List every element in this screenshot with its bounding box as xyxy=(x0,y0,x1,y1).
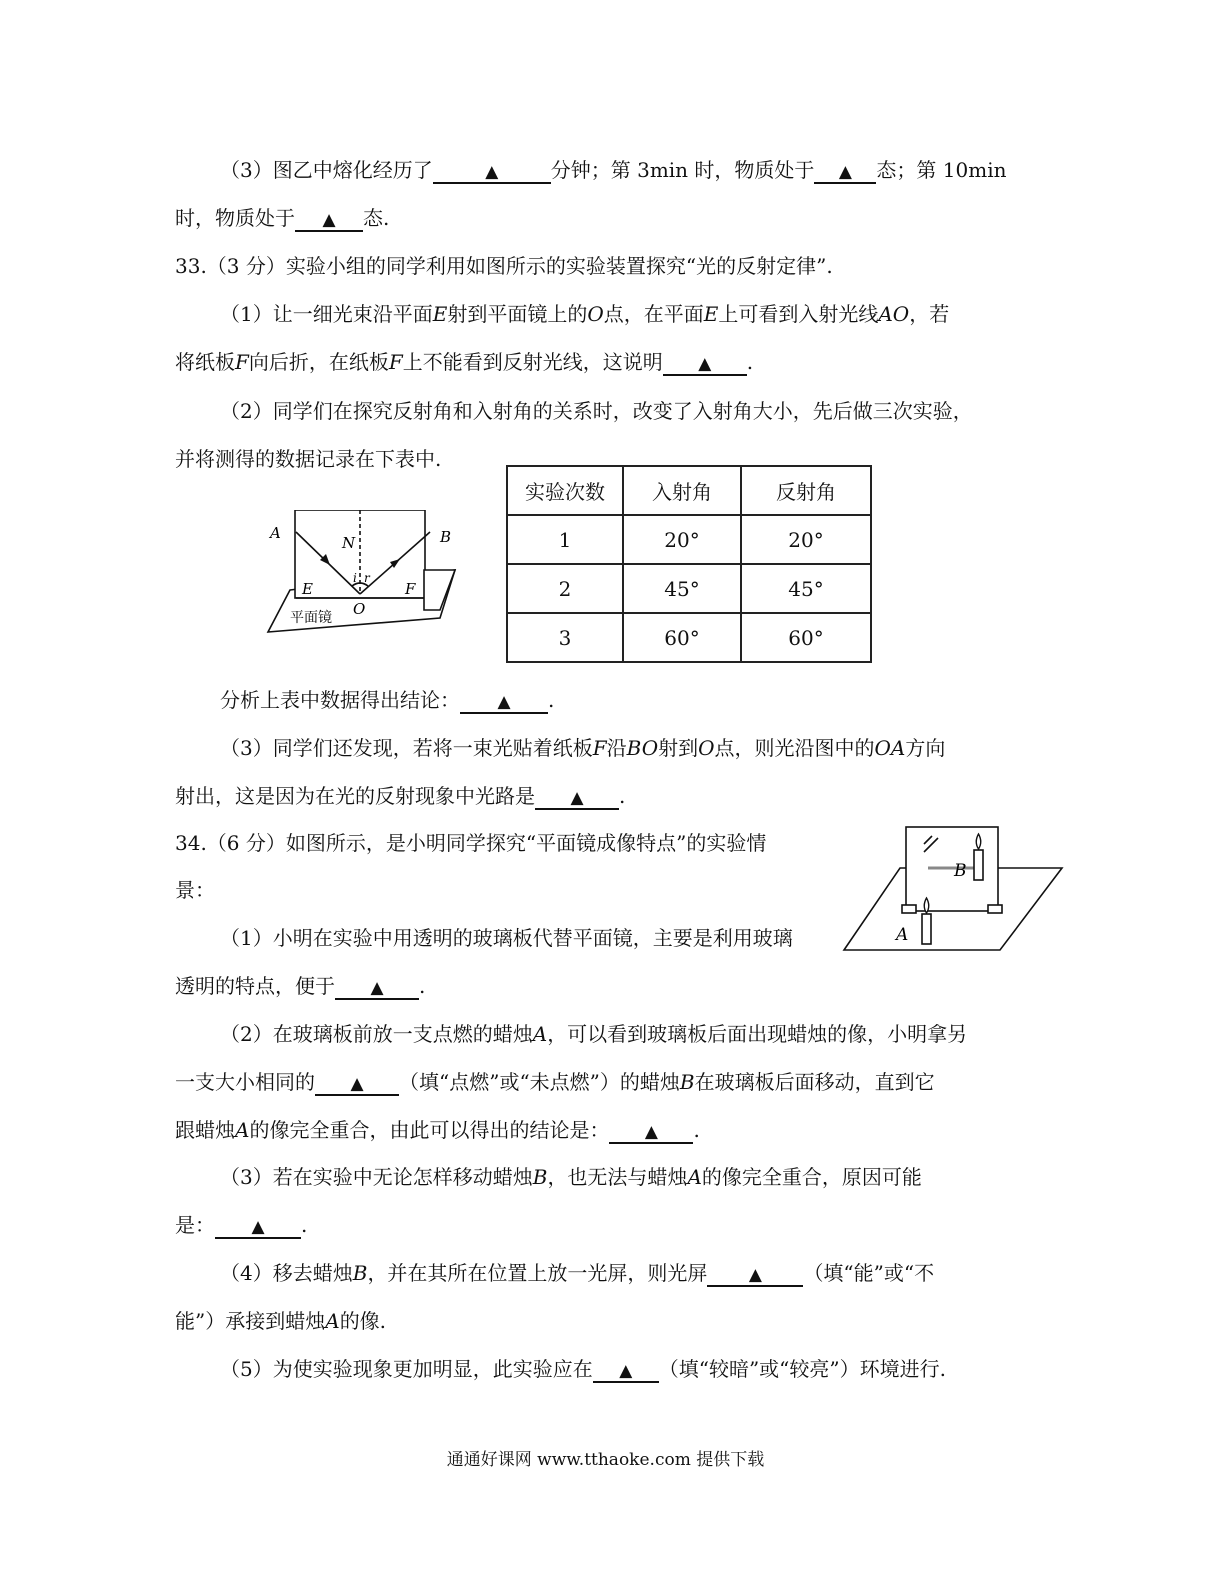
q34-part2-line1: （2）在玻璃板前放一支点燃的蜡烛A，可以看到玻璃板后面出现蜡烛的像，小明拿另 xyxy=(220,1022,968,1046)
q34-part4-line2: 能”）承接到蜡烛A的像. xyxy=(175,1309,387,1333)
q33-part3-line2: 射出，这是因为在光的反射现象中光路是 ▲ . xyxy=(175,784,626,808)
q34-part2-line2: 一支大小相同的 ▲ （填“点燃”或“未点燃”）的蜡烛B在玻璃板后面移动，直到它 xyxy=(175,1070,935,1094)
answer-blank[interactable]: ▲ xyxy=(663,350,747,376)
answer-blank[interactable]: ▲ xyxy=(535,784,619,810)
q34-header-line1: 34.（6 分）如图所示，是小明同学探究“平面镜成像特点”的实验情 xyxy=(175,831,767,855)
board-F-fold xyxy=(424,570,455,610)
q34-part1-line1: （1）小明在实验中用透明的玻璃板代替平面镜，主要是利用玻璃 xyxy=(220,926,793,950)
label-mirror: 平面镜 xyxy=(290,610,332,626)
q34-part3-line2: 是： ▲ . xyxy=(175,1213,308,1237)
q34-part4-line1: （4）移去蜡烛B，并在其所在位置上放一光屏，则光屏 ▲ （填“能”或“不 xyxy=(220,1261,935,1285)
reflection-data-table xyxy=(506,465,872,663)
q32-part3-line1: （3）图乙中熔化经历了 ▲ 分钟；第 3min 时，物质处于 ▲ 态；第 10min xyxy=(220,158,1007,182)
table-cell: 2 xyxy=(507,564,623,613)
label-B: B xyxy=(954,861,967,881)
flame-A-icon xyxy=(924,898,929,913)
table-cell: 60° xyxy=(623,613,741,662)
label-O: O xyxy=(353,600,366,618)
q33-part1-line2: 将纸板F向后折，在纸板F上不能看到反射光线，这说明 ▲ . xyxy=(175,350,754,374)
answer-blank[interactable]: ▲ xyxy=(335,974,419,1000)
label-E: E xyxy=(302,580,313,598)
q34-part1-line2: 透明的特点，便于 ▲ . xyxy=(175,974,426,998)
flame-B-icon xyxy=(976,834,981,849)
table-cell: 3 xyxy=(507,613,623,662)
table-row xyxy=(507,564,871,613)
table-cell: 20° xyxy=(623,515,741,564)
table-header-cell: 反射角 xyxy=(741,466,871,515)
q33-part2-line1: （2）同学们在探究反射角和入射角的关系时，改变了入射角大小，先后做三次实验， xyxy=(220,399,973,423)
table-cell: 20° xyxy=(741,515,871,564)
q33-part3-line1: （3）同学们还发现，若将一束光贴着纸板F沿BO射到O点，则光沿图中的OA方向 xyxy=(220,736,946,760)
plane-mirror-figure xyxy=(840,822,1065,954)
q33-header: 33.（3 分）实验小组的同学利用如图所示的实验装置探究“光的反射定律”. xyxy=(175,254,833,278)
q34-part5-line: （5）为使实验现象更加明显，此实验应在 ▲ （填“较暗”或“较亮”）环境进行. xyxy=(220,1357,946,1381)
label-i: i xyxy=(353,571,357,585)
answer-blank[interactable]: ▲ xyxy=(215,1213,301,1239)
q33-conclusion-line: 分析上表中数据得出结论： ▲ . xyxy=(220,688,555,712)
label-B: B xyxy=(440,528,452,546)
answer-blank[interactable]: ▲ xyxy=(460,688,548,714)
table-row xyxy=(507,515,871,564)
answer-blank[interactable]: ▲ xyxy=(609,1118,693,1144)
answer-blank[interactable]: ▲ xyxy=(295,206,363,232)
page-footer: 通通好课网 www.tthaoke.com 提供下载 xyxy=(446,1450,765,1470)
q34-part3-line1: （3）若在实验中无论怎样移动蜡烛B，也无法与蜡烛A的像完全重合，原因可能 xyxy=(220,1165,922,1189)
candle-B xyxy=(974,850,983,880)
answer-blank[interactable]: ▲ xyxy=(707,1261,803,1287)
label-N: N xyxy=(342,534,356,552)
candle-A xyxy=(922,914,931,944)
q34-part2-line3: 跟蜡烛A的像完全重合，由此可以得出的结论是： ▲ . xyxy=(175,1118,700,1142)
table-cell: 45° xyxy=(741,564,871,613)
q33-part2-line2: 并将测得的数据记录在下表中. xyxy=(175,447,442,471)
label-A: A xyxy=(270,524,281,542)
answer-blank[interactable]: ▲ xyxy=(433,158,551,184)
table-cell: 45° xyxy=(623,564,741,613)
q32-part3-line2: 时，物质处于 ▲ 态. xyxy=(175,206,390,230)
table-cell: 60° xyxy=(741,613,871,662)
table-header-cell: 入射角 xyxy=(623,466,741,515)
table-header-cell: 实验次数 xyxy=(507,466,623,515)
table-header-row xyxy=(507,466,871,515)
answer-blank[interactable]: ▲ xyxy=(593,1357,659,1383)
label-F: F xyxy=(405,580,416,598)
answer-blank[interactable]: ▲ xyxy=(315,1070,399,1096)
label-A: A xyxy=(896,925,909,945)
table-cell: 1 xyxy=(507,515,623,564)
reflection-apparatus-figure xyxy=(260,510,470,640)
answer-blank[interactable]: ▲ xyxy=(814,158,876,184)
label-r: r xyxy=(364,571,370,585)
table-row xyxy=(507,613,871,662)
q34-header-line2: 景： xyxy=(175,878,215,902)
q33-part1-line1: （1）让一细光束沿平面E射到平面镜上的O点，在平面E上可看到入射光线AO，若 xyxy=(220,302,950,326)
